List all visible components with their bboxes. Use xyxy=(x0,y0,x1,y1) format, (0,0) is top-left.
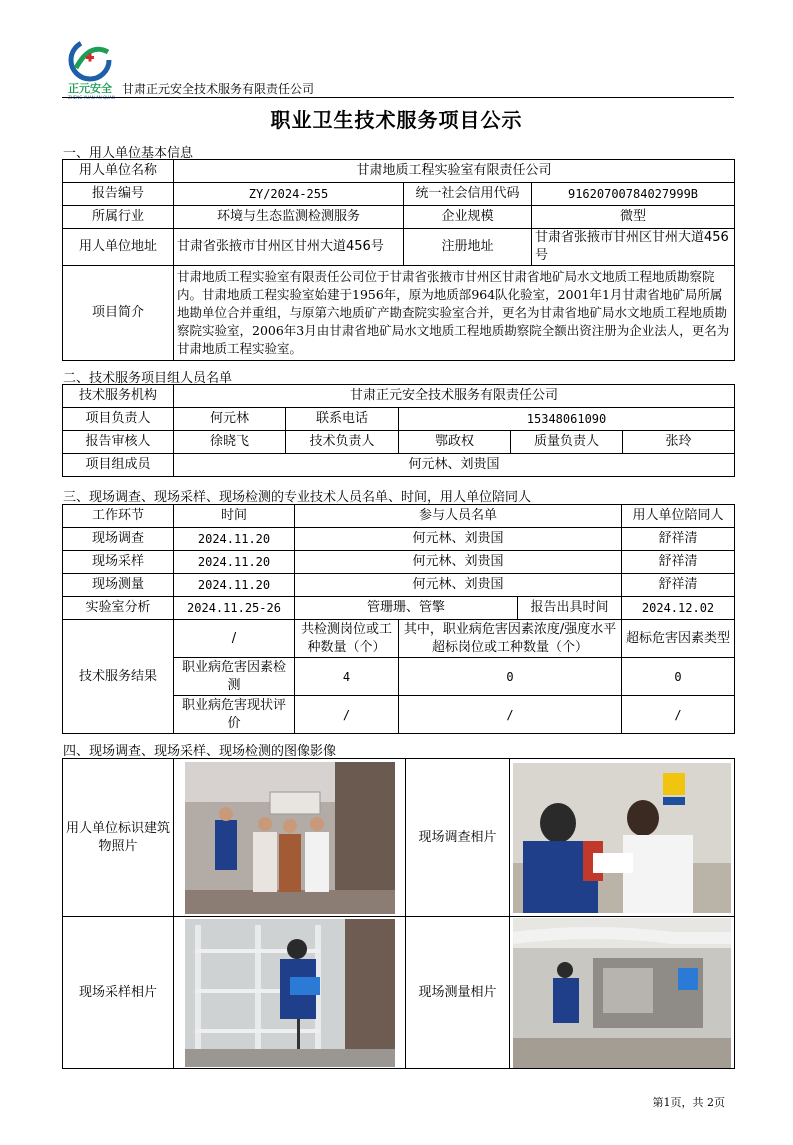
result-header-c4: 超标危害因素类型 xyxy=(622,620,735,658)
escort-cell: 舒祥清 xyxy=(622,528,735,551)
time-cell: 2024.11.20 xyxy=(174,528,295,551)
col-stage: 工作环节 xyxy=(63,505,174,528)
photo-table xyxy=(62,758,735,1069)
people-cell: 何元林、刘贵国 xyxy=(295,551,622,574)
table-row xyxy=(63,528,735,551)
result-v1: 4 xyxy=(295,658,399,696)
unit-name-label: 用人单位名称 xyxy=(63,160,174,183)
escort-cell: 舒祥清 xyxy=(622,551,735,574)
reviewer-label: 报告审核人 xyxy=(63,431,174,454)
building-photo xyxy=(185,762,395,914)
scale: 微型 xyxy=(532,206,735,229)
header-divider xyxy=(62,97,734,98)
section4-heading: 四、现场调查、现场采样、现场检测的图像影像 xyxy=(63,744,337,759)
unit-info-table xyxy=(62,159,735,361)
industry-label: 所属行业 xyxy=(63,206,174,229)
result-label: 技术服务结果 xyxy=(63,620,174,734)
lab-stage: 实验室分析 xyxy=(63,597,174,620)
people-cell: 何元林、刘贵国 xyxy=(295,574,622,597)
report-no-label: 报告编号 xyxy=(63,183,174,206)
escort-cell: 舒祥清 xyxy=(622,574,735,597)
reviewer: 徐晓飞 xyxy=(174,431,286,454)
phone-label: 联系电话 xyxy=(286,408,399,431)
sampling-photo xyxy=(185,919,395,1067)
quality-lead: 张玲 xyxy=(623,431,735,454)
lab-time: 2024.11.25-26 xyxy=(174,597,295,620)
fieldwork-table xyxy=(62,504,735,734)
stage-cell: 现场采样 xyxy=(63,551,174,574)
page-title: 职业卫生技术服务项目公示 xyxy=(270,108,523,132)
lab-people: 管珊珊、管擎 xyxy=(295,597,518,620)
measurement-photo xyxy=(513,918,731,1068)
measurement-photo-image xyxy=(513,918,731,1068)
service-org: 甘肃正元安全技术服务有限责任公司 xyxy=(174,385,735,408)
contact-phone: 15348061090 xyxy=(399,408,735,431)
photo2-cell xyxy=(510,759,735,917)
col-escort: 用人单位陪同人 xyxy=(622,505,735,528)
people-cell: 何元林、刘贵国 xyxy=(295,528,622,551)
photo2-label: 现场调查相片 xyxy=(406,759,510,917)
address-label: 用人单位地址 xyxy=(63,229,174,266)
address: 甘肃省张掖市甘州区甘州大道456号 xyxy=(174,229,404,266)
leader-label: 项目负责人 xyxy=(63,408,174,431)
result-v2: 0 xyxy=(399,658,622,696)
report-date-label: 报告出具时间 xyxy=(518,597,622,620)
section1-heading: 一、用人单位基本信息 xyxy=(63,146,194,161)
sampling-photo-image xyxy=(185,919,395,1067)
result-v2: / xyxy=(399,696,622,734)
tech-lead: 鄂政权 xyxy=(399,431,511,454)
stage-cell: 现场测量 xyxy=(63,574,174,597)
survey-photo-image xyxy=(513,763,731,913)
survey-photo xyxy=(513,763,731,913)
org-label: 技术服务机构 xyxy=(63,385,174,408)
time-cell: 2024.11.20 xyxy=(174,551,295,574)
section2-heading: 二、技术服务项目组人员名单 xyxy=(63,371,233,386)
result-row-name: 职业病危害因素检测 xyxy=(174,658,295,696)
company-logo xyxy=(66,38,122,104)
col-time: 时间 xyxy=(174,505,295,528)
result-header-c2: 共检测岗位或工种数量（个） xyxy=(295,620,399,658)
unit-name: 甘肃地质工程实验室有限责任公司 xyxy=(174,160,735,183)
result-header-c1: / xyxy=(174,620,295,658)
page-number: 第1页，共 2页 xyxy=(652,1096,725,1109)
building-photo-image xyxy=(185,762,395,914)
members-label: 项目组成员 xyxy=(63,454,174,477)
reg-address: 甘肃省张掖市甘州区甘州大道456号 xyxy=(532,229,735,266)
reg-address-label: 注册地址 xyxy=(404,229,532,266)
industry: 环境与生态监测检测服务 xyxy=(174,206,404,229)
table-row xyxy=(63,597,735,620)
result-row-name: 职业病危害现状评价 xyxy=(174,696,295,734)
table-row xyxy=(63,551,735,574)
photo4-cell xyxy=(510,917,735,1069)
team-table xyxy=(62,384,735,477)
result-v3: 0 xyxy=(622,658,735,696)
result-header-c3: 其中，职业病危害因素浓度/强度水平超标岗位或工种数量（个） xyxy=(399,620,622,658)
scale-label: 企业规模 xyxy=(404,206,532,229)
header-company: 甘肃正元安全技术服务有限责任公司 xyxy=(122,82,315,96)
result-v3: / xyxy=(622,696,735,734)
photo3-label: 现场采样相片 xyxy=(63,917,174,1069)
photo4-label: 现场测量相片 xyxy=(406,917,510,1069)
photo3-cell xyxy=(174,917,406,1069)
result-v1: / xyxy=(295,696,399,734)
table-row xyxy=(63,574,735,597)
report-no: ZY/2024-255 xyxy=(174,183,404,206)
photo1-label: 用人单位标识建筑物照片 xyxy=(63,759,174,917)
project-intro: 甘肃地质工程实验室有限责任公司位于甘肃省张掖市甘州区甘肃省地矿局水文地质工程地质勘察院内。甘肃地质工程实验室始建于1956年，原为地质部964队化验室，2001年1月甘肃省地矿局所属地勘单位合并重组，与原第六地质矿产勘查院实验室合并，更名为甘肃省地矿局水文地质工程地质勘察院实验室，2006年3月由甘肃省地矿局水文地质工程地质勘察院全额出资注册为企业法人，更名为甘肃地质工程实验室。 xyxy=(174,266,735,361)
report-date: 2024.12.02 xyxy=(622,597,735,620)
section3-heading: 三、现场调查、现场采样、现场检测的专业技术人员名单、时间，用人单位陪同人 xyxy=(63,490,532,505)
col-people: 参与人员名单 xyxy=(295,505,622,528)
logo-text: 正元安全 xyxy=(68,82,112,95)
team-members: 何元林、刘贵国 xyxy=(174,454,735,477)
credit-code: 91620700784027999B xyxy=(532,183,735,206)
project-leader: 何元林 xyxy=(174,408,286,431)
photo1-cell xyxy=(174,759,406,917)
stage-cell: 现场调查 xyxy=(63,528,174,551)
tech-label: 技术负责人 xyxy=(286,431,399,454)
time-cell: 2024.11.20 xyxy=(174,574,295,597)
intro-label: 项目简介 xyxy=(63,266,174,361)
quality-label: 质量负责人 xyxy=(511,431,623,454)
credit-code-label: 统一社会信用代码 xyxy=(404,183,532,206)
